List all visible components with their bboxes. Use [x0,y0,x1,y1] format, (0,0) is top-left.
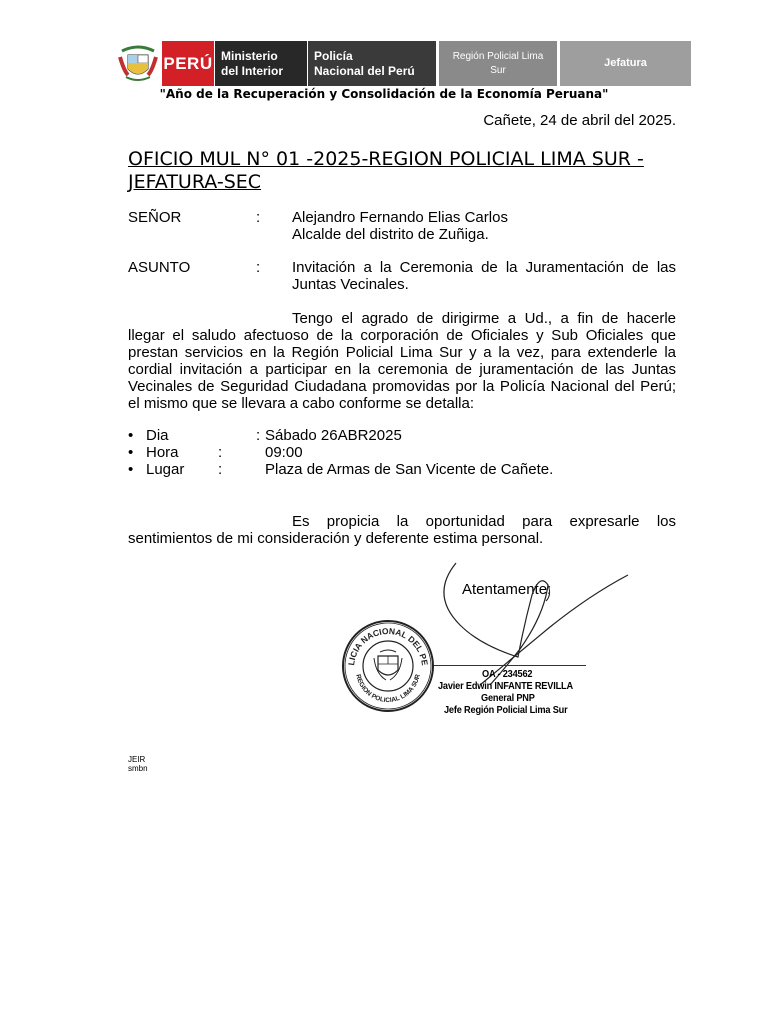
signature-rank: General PNP [481,693,535,704]
salutation: Atentamente; [462,581,552,598]
policia-block [307,41,436,86]
detail-dia-colon: : [256,427,261,444]
list-item: • [128,461,134,478]
detail-hora-colon: : [218,444,223,461]
svg-text:POLICIA NACIONAL DEL PERU: LICIA NACIONAL DEL PE [346,625,430,667]
asunto-label: ASUNTO [128,259,191,276]
ministerio-line-2: del Interior [221,63,284,78]
region-block [436,41,557,86]
asunto-colon: : [256,259,261,276]
detail-lugar-colon: : [218,461,223,478]
policia-line-1: Policía [314,48,353,63]
region-line-1: Región Policial Lima [452,50,544,62]
list-item: • [128,427,134,444]
year-motto: "Año de la Recuperación y Consolidación de la Economía Peruana" [159,87,609,101]
body-first-line: Tengo el agrado de dirigirme a Ud., a fin de hacerle [292,310,676,327]
senor-colon: : [256,209,261,226]
list-item: • [128,444,134,461]
detail-hora-label: Hora [146,444,179,461]
footer-initials: JEIR [128,755,146,764]
signature-line [434,665,586,666]
detail-lugar-label: Lugar [146,461,185,478]
jefatura-label: Jefatura [604,57,647,69]
asunto-text: Invitación a la Ceremonia de la Juramentación de las Juntas Vecinales. [292,259,676,293]
jefatura-block [557,41,691,86]
senor-label: SEÑOR [128,209,182,226]
detail-hora-value: 09:00 [265,444,303,461]
institutional-header [114,41,691,86]
footer-typist: smbn [128,764,148,773]
closing-first-line: Es propicia la oportunidad para expresarle los [292,513,676,530]
closing-second-line: sentimientos de mi consideración y deferente estima personal. [128,530,544,547]
senor-position: Alcalde del distrito de Zuñiga. [292,226,489,243]
signature-oa: OA - 234562 [482,669,533,680]
coat-of-arms-icon [114,41,162,86]
signature-name: Javier Edwin INFANTE REVILLA [438,681,573,692]
detail-dia-label: Dia [146,427,169,444]
policia-line-2: Nacional del Perú [314,63,415,78]
svg-text:REGION POLICIAL LIMA SUR: REGION POLICIAL LIMA SUR [354,673,422,705]
document-title: OFICIO MUL N° 01 -2025-REGION POLICIAL LIMA SUR - JEFATURA-SEC [128,148,644,193]
ministerio-block [214,41,307,86]
senor-name: Alejandro Fernando Elias Carlos [292,209,508,226]
signature-position: Jefe Región Policial Lima Sur [444,705,568,716]
ministerio-line-1: Ministerio [221,48,278,63]
region-line-2: Sur [490,64,506,76]
detail-lugar-value: Plaza de Armas de San Vicente de Cañete. [265,461,554,478]
document-date: Cañete, 24 de abril del 2025. [483,112,676,129]
detail-dia-value: Sábado 26ABR2025 [265,427,402,444]
peru-brand: PERÚ [162,41,214,86]
body-paragraph: llegar el saludo afectuoso de la corporación de Oficiales y Sub Oficiales que prestan servicios en la Región Policial Lima Sur y a la vez, para extenderle la cordial invitación a participar en la ceremonia de juramentación de las Juntas Vecinales de Seguridad Ciudadana promovidas por la Policía Nacional del Perú; el mismo que se llevara a cabo conforme se detalla: [128,327,676,412]
